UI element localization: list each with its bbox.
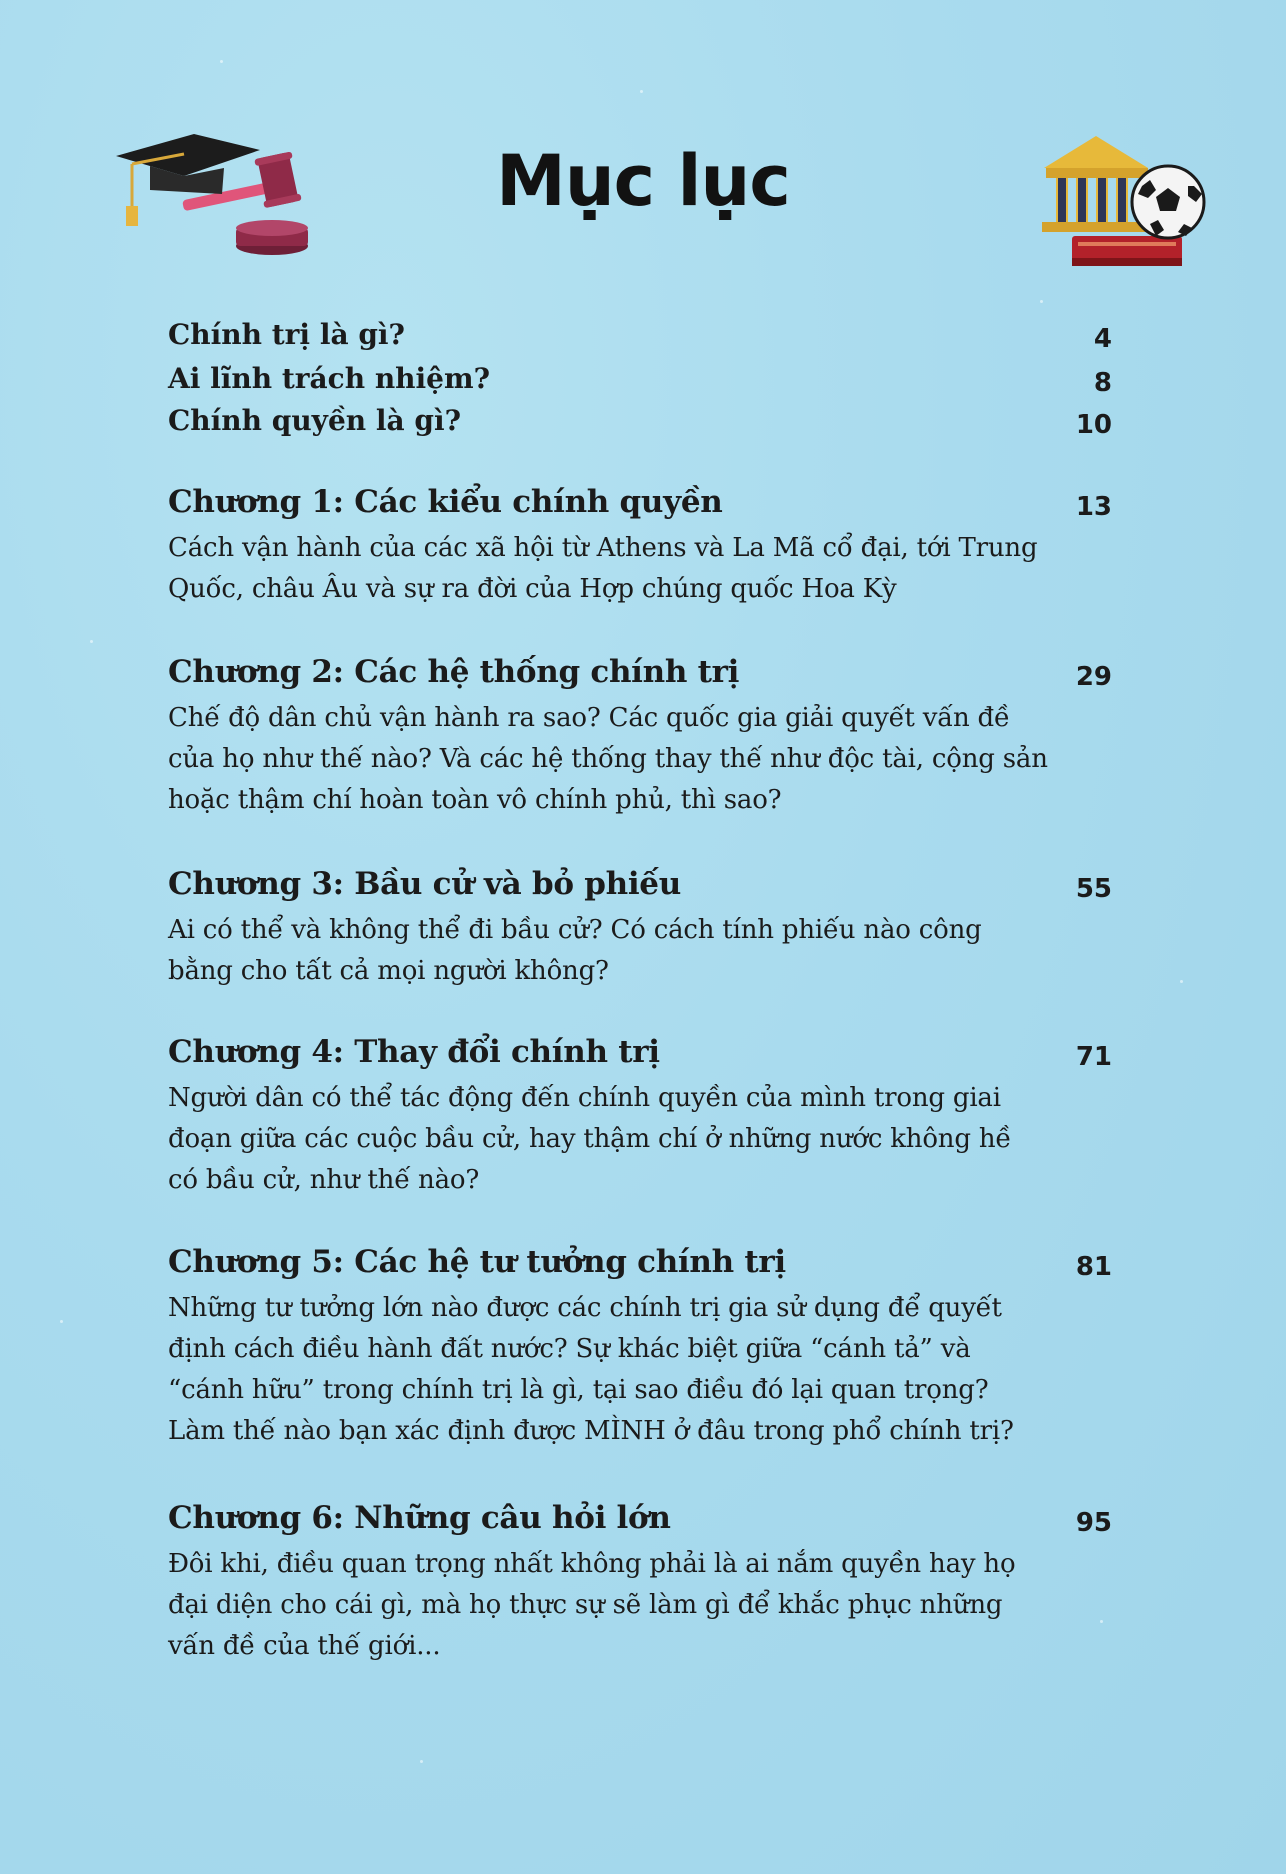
- background-speck: [420, 1760, 423, 1763]
- toc-intro-row[interactable]: [168, 404, 1112, 448]
- toc-page-number: 71: [1075, 1042, 1112, 1072]
- toc-page-number: 81: [1075, 1252, 1112, 1282]
- page-title: Mục lục: [496, 140, 790, 222]
- background-speck: [220, 60, 223, 63]
- toc-chapter[interactable]: [168, 1500, 1112, 1667]
- background-speck: [90, 640, 93, 643]
- toc-intro-row[interactable]: [168, 318, 1112, 362]
- toc-page-number: 95: [1075, 1508, 1112, 1538]
- chapter-title: Chương 6: Những câu hỏi lớn: [168, 1500, 671, 1536]
- toc-page-number: 4: [1093, 324, 1112, 354]
- toc-page-number: 13: [1075, 492, 1112, 522]
- toc-page-number: 8: [1093, 368, 1112, 398]
- toc-chapter[interactable]: [168, 484, 1112, 610]
- toc-chapter[interactable]: [168, 1034, 1112, 1201]
- background-speck: [1040, 300, 1043, 303]
- toc-page-number: 55: [1075, 874, 1112, 904]
- chapter-description: Người dân có thể tác động đến chính quyền của mình trong giai đoạn giữa các cuộc bầu cử, hay thậm chí ở những nước không hề có bầu cử, như thế nào?: [168, 1083, 1012, 1195]
- chapter-description: Chế độ dân chủ vận hành ra sao? Các quốc gia giải quyết vấn đề của họ như thế nào? Và các hệ thống thay thế như độc tài, cộng sản hoặc thậm chí hoàn toàn vô chính phủ, thì sao?: [168, 703, 1048, 815]
- chapter-description: Ai có thể và không thể đi bầu cử? Có cách tính phiếu nào công bằng cho tất cả mọi người không?: [168, 915, 982, 986]
- toc-page-number: 29: [1075, 662, 1112, 692]
- chapter-description: Đôi khi, điều quan trọng nhất không phải là ai nắm quyền hay họ đại diện cho cái gì, mà họ thực sự sẽ làm gì để khắc phục những vấn đề của thế giới...: [168, 1549, 1016, 1661]
- chapter-title: Chương 4: Thay đổi chính trị: [168, 1034, 660, 1070]
- chapter-description: Những tư tưởng lớn nào được các chính trị gia sử dụng để quyết định cách điều hành đất nước? Sự khác biệt giữa “cánh tả” và “cánh hữu” trong chính trị là gì, tại sao điều đó lại quan trọng? Làm thế nào bạn xác định được MÌNH ở đâu trong phổ chính trị?: [168, 1293, 1014, 1446]
- background-speck: [60, 1320, 63, 1323]
- background-speck: [1180, 980, 1183, 983]
- toc-chapter[interactable]: [168, 866, 1112, 992]
- chapter-title: Chương 5: Các hệ tư tưởng chính trị: [168, 1244, 786, 1280]
- chapter-title: Chương 1: Các kiểu chính quyền: [168, 484, 723, 520]
- chapter-description: Cách vận hành của các xã hội từ Athens và La Mã cổ đại, tới Trung Quốc, châu Âu và sự ra đời của Hợp chúng quốc Hoa Kỳ: [168, 533, 1038, 604]
- chapter-title: Chương 3: Bầu cử và bỏ phiếu: [168, 866, 681, 902]
- chapter-title: Chương 2: Các hệ thống chính trị: [168, 654, 740, 690]
- toc-intro-label: Chính trị là gì?: [168, 318, 405, 351]
- toc-page-number: 10: [1075, 410, 1112, 440]
- toc-intro-label: Ai lĩnh trách nhiệm?: [168, 362, 491, 395]
- toc-chapter[interactable]: [168, 1244, 1112, 1452]
- toc-chapter[interactable]: [168, 654, 1112, 821]
- toc-intro-row[interactable]: [168, 362, 1112, 406]
- background-speck: [640, 90, 643, 93]
- toc-intro-label: Chính quyền là gì?: [168, 404, 462, 437]
